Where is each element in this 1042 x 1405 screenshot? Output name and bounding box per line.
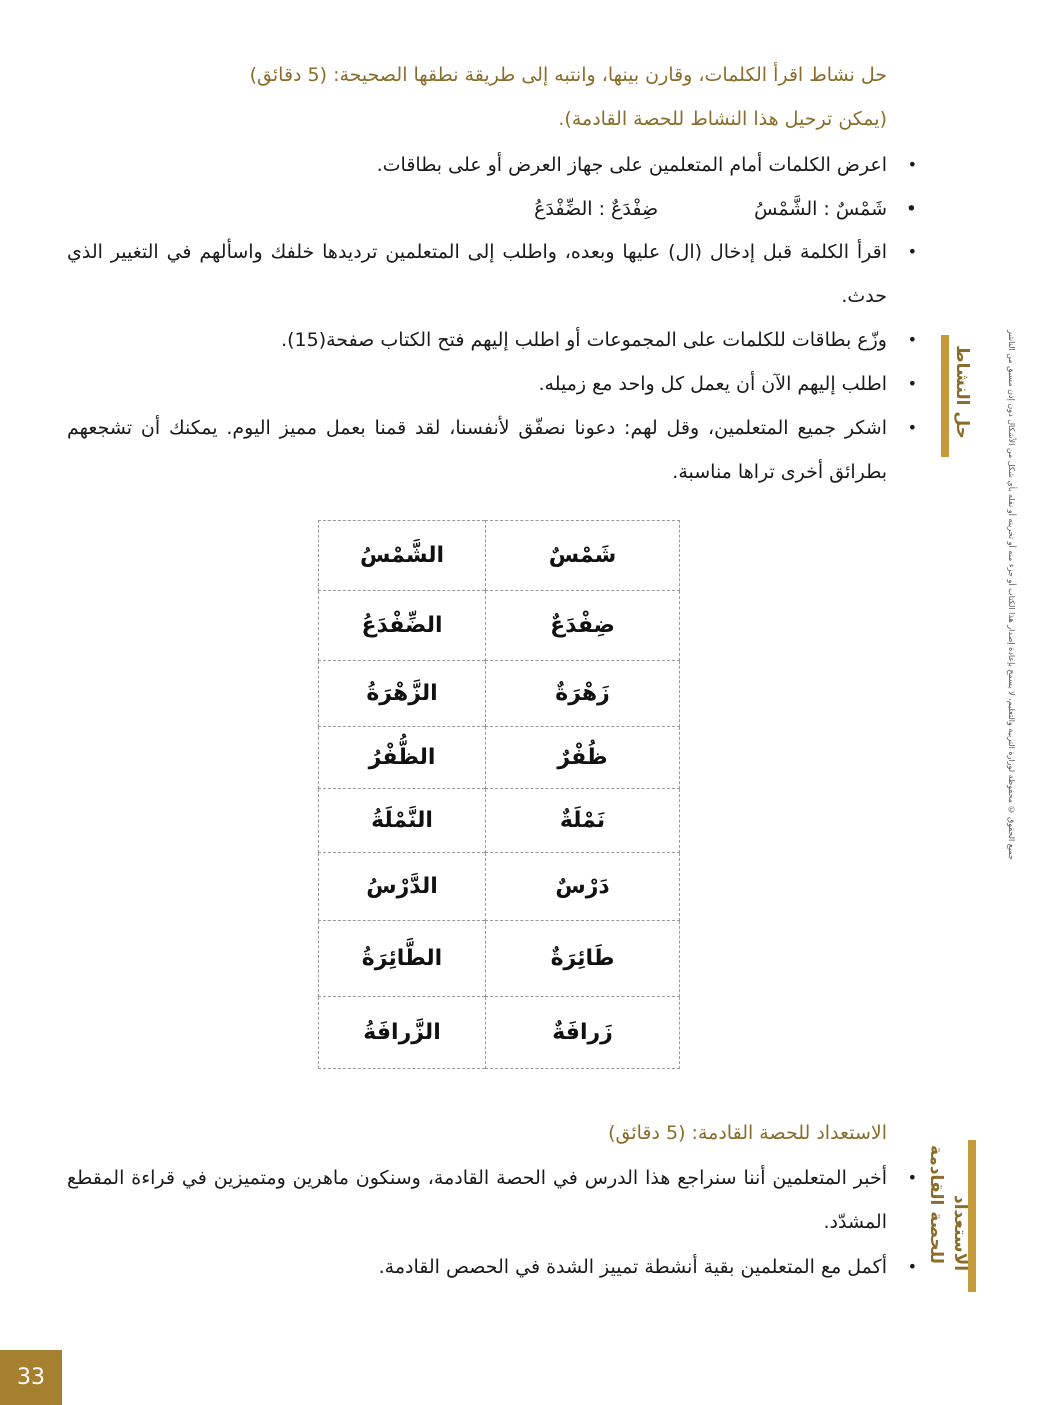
word-with-al: النَّمْلَةُ <box>319 789 486 853</box>
word-plain: شَمْسٌ <box>486 521 680 591</box>
list-item <box>67 406 917 494</box>
table-row <box>319 591 680 661</box>
table-row <box>319 853 680 921</box>
word-with-al: الطَّائِرَةُ <box>319 921 486 997</box>
list-item <box>67 362 917 406</box>
word-plain: زَهْرَةٌ <box>486 661 680 727</box>
page-number: 33 <box>0 1350 62 1405</box>
word-plain: ضِفْدَعٌ <box>486 591 680 661</box>
word-plain: ظُفْرٌ <box>486 727 680 789</box>
word-table <box>318 520 680 1069</box>
activity-side-label: حل النشاط <box>952 345 972 439</box>
word-with-al: الدَّرْسُ <box>319 853 486 921</box>
word-with-al: الزَّهْرَةُ <box>319 661 486 727</box>
copyright-note: جميع الحقوق © محفوظة لوزارة التربية والتعليم، لا يسمح بإعادة إصدار هذا الكتاب أو جزء منه أو تخزينه أو نقله بأي شكل من الأشكال دون إذن مسبق من الناشر <box>1007 330 1016 861</box>
table-row <box>319 521 680 591</box>
word-with-al: الضِّفْدَعُ <box>319 591 486 661</box>
list-item <box>67 1245 917 1289</box>
table-row <box>319 789 680 853</box>
bullet-text: أخبر المتعلمين أننا سنراجع هذا الدرس في الحصة القادمة، وسنكون ماهرين ومتميزين في قراءة المقطع المشدّد. <box>67 1167 887 1233</box>
bullet-text: اشكر جميع المتعلمين، وقل لهم: دعونا نصفّق لأنفسنا، لقد قمنا بعمل مميز اليوم. يمكنك أن تشجعهم بطرائق أخرى تراها مناسبة. <box>67 417 887 483</box>
bullet-dot: • <box>905 198 917 220</box>
activity-heading: حل نشاط اقرأ الكلمات، وقارن بينها، وانتبه إلى طريقة نطقها الصحيحة: (5 دقائق) <box>249 64 887 86</box>
list-item <box>67 230 917 318</box>
example-pair: شَمْسٌ : الشَّمْسُ <box>754 198 887 220</box>
bullet-text: اطلب إليهم الآن أن يعمل كل واحد مع زميله. <box>538 373 887 395</box>
word-plain: طَائِرَةٌ <box>486 921 680 997</box>
word-with-al: الشَّمْسُ <box>319 521 486 591</box>
word-with-al: الظُّفْرُ <box>319 727 486 789</box>
bullet-text: اقرأ الكلمة قبل إدخال (ال) عليها وبعده، واطلب إلى المتعلمين ترديدها خلفك واسألهم في التغيير الذي حدث. <box>67 241 887 307</box>
table-row <box>319 997 680 1069</box>
table-row <box>319 921 680 997</box>
example-pair: ضِفْدَعٌ : الضِّفْدَعُ <box>534 198 659 220</box>
word-plain: دَرْسٌ <box>486 853 680 921</box>
activity-side-bar <box>941 335 949 457</box>
bullet-dot: • <box>907 155 917 174</box>
example-pairs <box>534 198 917 220</box>
bullet-text: وزّع بطاقات للكلمات على المجموعات أو اطلب إليهم فتح الكتاب صفحة(15). <box>281 329 887 351</box>
bullet-dot: • <box>907 418 917 437</box>
bullet-dot: • <box>907 1257 917 1276</box>
list-item <box>67 318 917 362</box>
table-row <box>319 661 680 727</box>
list-item <box>67 1156 917 1244</box>
bullet-text: أكمل مع المتعلمين بقية أنشطة تمييز الشدة في الحصص القادمة. <box>378 1256 887 1278</box>
bullet-dot: • <box>907 242 917 261</box>
preparation-side-label-2: للحصة القادمة <box>926 1145 946 1264</box>
table-row <box>319 727 680 789</box>
bullet-dot: • <box>907 374 917 393</box>
word-with-al: الزَّرافَةُ <box>319 997 486 1069</box>
preparation-heading: الاستعداد للحصة القادمة: (5 دقائق) <box>608 1122 887 1144</box>
bullet-dot: • <box>907 330 917 349</box>
word-plain: زَرافَةٌ <box>486 997 680 1069</box>
bullet-dot: • <box>907 1168 917 1187</box>
activity-note: (يمكن ترحيل هذا النشاط للحصة القادمة). <box>558 108 887 130</box>
preparation-side-label-1: الاستعداد <box>950 1195 970 1272</box>
bullet-text: اعرض الكلمات أمام المتعلمين على جهاز العرض أو على بطاقات. <box>376 154 887 176</box>
list-item <box>67 143 917 187</box>
word-plain: نَمْلَةٌ <box>486 789 680 853</box>
